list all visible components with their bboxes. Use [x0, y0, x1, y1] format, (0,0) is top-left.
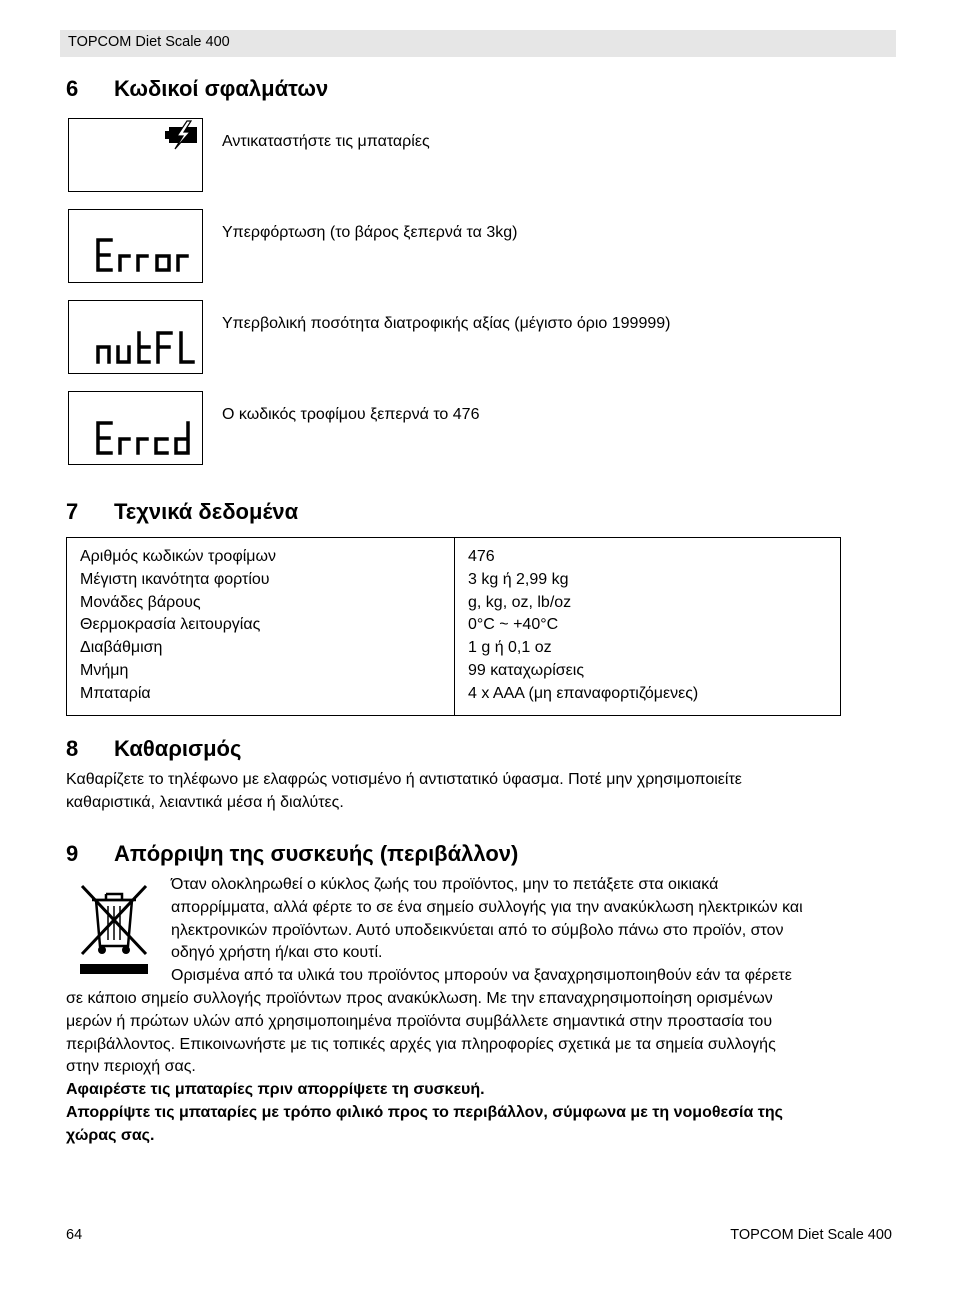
lcd-segment-error — [69, 210, 204, 284]
spec-value: g, kg, oz, lb/oz — [468, 593, 572, 611]
spec-label: Μπαταρία — [80, 684, 151, 702]
spec-value: 0°C ~ +40°C — [468, 616, 559, 634]
error-text-nutrition: Υπερβολική ποσότητα διατροφικής αξίας (μέγιστο όριο 199999) — [222, 315, 671, 332]
spec-labels-column — [67, 538, 455, 715]
lcd-battery-display — [68, 118, 203, 192]
spec-label: Μέγιστη ικανότητα φορτίου — [80, 570, 270, 588]
spec-label: Διαβάθμιση — [80, 639, 163, 657]
battery-disposal-notice: Αφαιρέστε τις μπαταρίες πριν απορρίψετε τη συσκευή. Απορρίψτε τις μπαταρίες με τρόπο φιλικό προς το περιβάλλον, σύμφωνα με τη νομοθεσία της χώρας σας. — [66, 1081, 783, 1144]
cleaning-paragraph: Καθαρίζετε το τηλέφωνο με ελαφρώς νοτισμένο ή αντιστατικό ύφασμα. Ποτέ μην χρησιμοποιείτε καθαριστικά, λειαντικά μέσα ή διαλύτες. — [66, 771, 742, 811]
spec-value: 476 — [468, 548, 495, 565]
section-8-heading: 8 Καθαρισμός — [66, 736, 242, 761]
spec-value: 1 g ή 0,1 oz — [468, 639, 552, 657]
lcd-errcd-display — [68, 391, 203, 465]
lcd-nutfl-display — [68, 300, 203, 374]
error-text-food-code: Ο κωδικός τροφίμου ξεπερνά το 476 — [222, 406, 480, 423]
disposal-recycling-paragraph: σε κάποιο σημείο συλλογής προϊόντων προς ανακύκλωση. Με την επαναχρησιμοποίηση ορισμένων μερών ή πρώτων υλών από χρησιμοποιημένα προϊόντα συμβάλλετε σημαντικά στην προστασία του περιβάλλοντος. Επικοινωνήστε με τις τοπικές αρχές για πληροφορίες σχετικά με τα σημεία συλλογής στην περιοχή σας. — [66, 990, 776, 1076]
lcd-segment-errcd — [69, 392, 204, 466]
spec-values-column — [455, 538, 840, 715]
section-6-heading: 6 Κωδικοί σφαλμάτων — [66, 76, 329, 101]
specifications-table — [66, 537, 841, 716]
header-title: TOPCOM Diet Scale 400 — [68, 34, 230, 50]
spec-label: Θερμοκρασία λειτουργίας — [80, 616, 261, 634]
spec-label: Μονάδες βάρους — [80, 593, 201, 611]
error-text-battery: Αντικαταστήστε τις μπαταρίες — [222, 133, 430, 150]
spec-value: 4 x AAA (μη επαναφορτιζόμενες) — [468, 684, 699, 702]
disposal-intro-paragraph: Όταν ολοκληρωθεί ο κύκλος ζωής του προϊόντος, μην το πετάξετε στα οικιακά απορρίμματα, αλλά φέρτε το σε ένα σημείο συλλογής για την ανακύκλωση ηλεκτρικών και ηλεκτρονικών προϊόντων. Αυτό υποδεικνύεται από το σύμβολο πάνω στο προϊόν, στον οδηγό χρήστη ή/και στο κουτί. Ορισμένα από τα υλικά του προϊόντος μπορούν να ξαναχρησιμοποιηθούν εάν τα φέρετε — [171, 876, 803, 985]
weee-crossed-bin-icon — [80, 884, 148, 976]
battery-low-icon — [69, 119, 204, 193]
spec-value: 99 καταχωρίσεις — [468, 661, 585, 679]
page-header — [60, 30, 896, 57]
section-7-heading: 7 Τεχνικά δεδομένα — [66, 499, 299, 524]
error-text-overload: Υπερφόρτωση (το βάρος ξεπερνά τα 3kg) — [222, 224, 518, 241]
page-number: 64 — [66, 1227, 83, 1243]
spec-label: Αριθμός κωδικών τροφίμων — [80, 548, 276, 565]
lcd-segment-nutfl — [69, 301, 204, 375]
footer-title: TOPCOM Diet Scale 400 — [730, 1227, 892, 1243]
spec-value: 3 kg ή 2,99 kg — [468, 570, 569, 588]
lcd-error-display — [68, 209, 203, 283]
spec-label: Μνήμη — [80, 661, 129, 679]
section-9-heading: 9 Απόρριψη της συσκευής (περιβάλλον) — [66, 841, 519, 866]
